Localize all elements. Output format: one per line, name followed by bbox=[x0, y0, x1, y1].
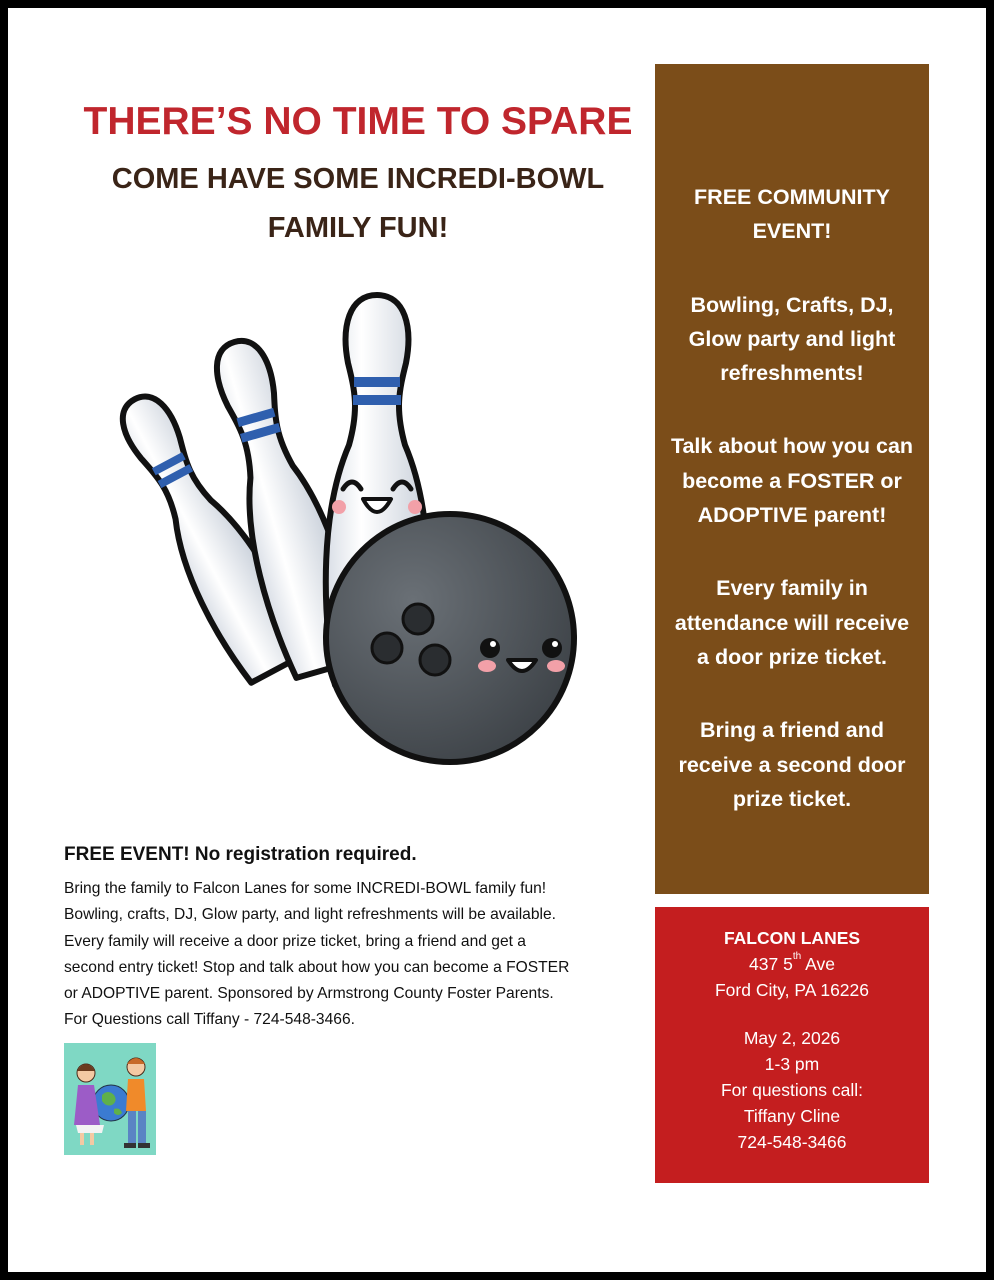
venue-street bbox=[655, 951, 929, 977]
bowling-ball bbox=[326, 514, 574, 762]
street-number: 437 5 bbox=[749, 954, 793, 974]
subheadline-line-1: COME HAVE SOME INCREDI-BOWL bbox=[111, 163, 605, 195]
description-line: Bowling, crafts, DJ, Glow party, and light refreshments will be available. bbox=[64, 906, 556, 924]
flyer-page bbox=[8, 8, 986, 1272]
free-event-heading: FREE EVENT! No registration required. bbox=[64, 844, 417, 865]
event-description bbox=[64, 876, 644, 1034]
contact-name: Tiffany Cline bbox=[743, 1106, 841, 1126]
questions-label: For questions call: bbox=[720, 1080, 863, 1100]
kids-globe-image bbox=[64, 1043, 156, 1155]
street-name: Ave bbox=[801, 954, 835, 974]
bowling-illustration bbox=[112, 280, 612, 780]
venue-city: Ford City, PA 16226 bbox=[714, 980, 869, 1000]
description-line: Bring the family to Falcon Lanes for some INCREDI-BOWL family fun! bbox=[64, 880, 547, 897]
event-details-panel bbox=[655, 907, 929, 1183]
description-line: For Questions call Tiffany - 724-548-3466. bbox=[64, 1011, 355, 1029]
subheadline-line-2: FAMILY FUN! bbox=[267, 212, 449, 244]
highlight-door-prize: Every family in attendance will receive a door prize ticket. bbox=[674, 576, 910, 669]
description-line: or ADOPTIVE parent. Sponsored by Armstrong County Foster Parents. bbox=[64, 985, 554, 1003]
venue-name: FALCON LANES bbox=[723, 928, 861, 948]
highlight-activities: Bowling, Crafts, DJ, Glow party and light refreshments! bbox=[688, 292, 896, 386]
event-date: May 2, 2026 bbox=[743, 1028, 841, 1048]
description-line: Every family will receive a door prize ticket, bring a friend and get a bbox=[64, 932, 526, 950]
headline: THERE’S NO TIME TO SPARE bbox=[83, 100, 633, 143]
contact-phone: 724-548-3466 bbox=[737, 1132, 847, 1152]
highlight-free-community-event: FREE COMMUNITY EVENT! bbox=[694, 185, 890, 244]
highlight-bring-a-friend: Bring a friend and receive a second door prize ticket. bbox=[678, 718, 906, 811]
highlight-foster-adoptive: Talk about how you can become a FOSTER or ADOPTIVE parent! bbox=[670, 434, 914, 528]
street-suffix: th bbox=[792, 951, 802, 962]
event-time: 1-3 pm bbox=[764, 1054, 820, 1074]
event-highlights-panel bbox=[655, 64, 929, 894]
spacer bbox=[655, 1003, 929, 1025]
subheadline bbox=[48, 155, 668, 253]
description-line: second entry ticket! Stop and talk about how you can become a FOSTER bbox=[64, 958, 570, 976]
